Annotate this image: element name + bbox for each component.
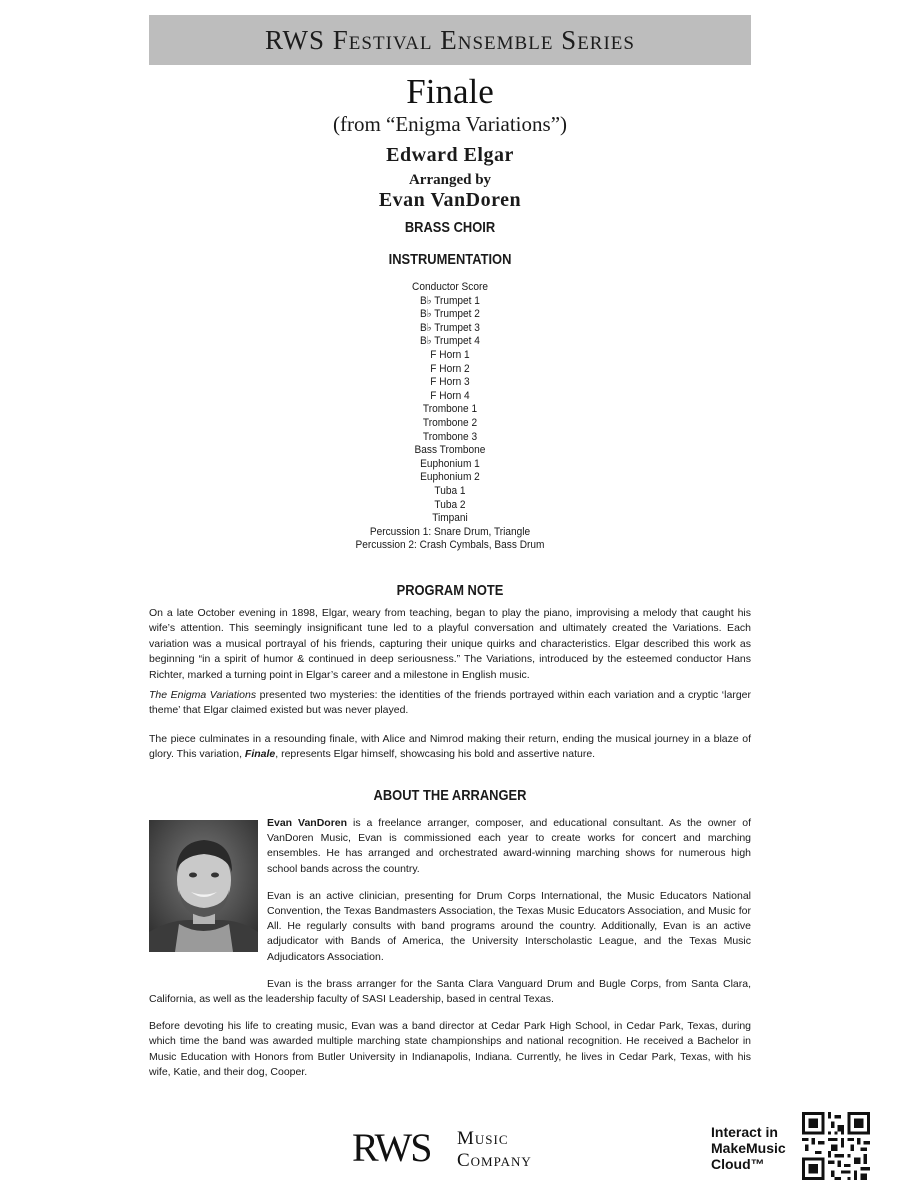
instrument-item: Timpani bbox=[432, 512, 468, 525]
finale-title: Finale bbox=[244, 748, 276, 761]
bio-paragraph: Before devoting his life to creating music, Evan was a band director at Cedar Park High School, in Cedar Park, Texas, during which time the band was awarded multiple marching state championships and national recognition. He received a Bachelor in Music Education with Honors from Butler University in Indianapolis, Indiana. Currently, he lives in Cedar Park, Texas, with his wife, Katie, and their dog, Cooper. bbox=[149, 1020, 751, 1078]
instrument-item: Tuba 2 bbox=[434, 498, 466, 511]
instrumentation-list bbox=[0, 281, 900, 553]
logo-text-company: Company bbox=[457, 1150, 532, 1171]
instrumentation-heading: INSTRUMENTATION bbox=[388, 251, 512, 268]
arranged-by-label: Arranged by bbox=[408, 172, 492, 188]
logo-letters: RWS bbox=[352, 1125, 431, 1170]
program-note-paragraph: On a late October evening in 1898, Elgar, weary from teaching, began to play the piano, improvising a melody that caught his wife’s attention. This seemingly insignificant tune led to a playful conversation and ultimately created the Variations. Each variation was a musical portrayal of his friends, capturing their unique quirks and characteristics. Elgar described this work as beginning “in a spirit of humor & continued in deep seriousness.” The Variations, introduced by the esteemed conductor Hans Richter, marked a turning point in Elgar’s career and a milestone in English music. bbox=[149, 607, 751, 681]
instrument-item: F Horn 1 bbox=[430, 348, 470, 361]
instrument-item: Trombone 3 bbox=[422, 430, 478, 443]
work-title: The Enigma Variations bbox=[149, 689, 257, 701]
ensemble-type: BRASS CHOIR bbox=[404, 219, 496, 236]
program-note-paragraph: The piece culminates in a resounding finale, with Alice and Nimrod making their return, ending the musical journey in a blaze of glory. This variation, Finale, represents Elgar himself, showcasing his bold and assertive nature. bbox=[149, 733, 751, 761]
bio-paragraph: Evan is an active clinician, presenting for Drum Corps International, the Music Educators National Convention, the Texas Bandmasters Association, the Texas Music Educators Association, and Music for All. He regularly consults with band programs around the country. Additionally, Evan is an active adjudicator with Bands of America, the University Interscholastic League, and the Texas Music Adjudicators Association. bbox=[267, 889, 751, 963]
instrument-item: B♭ Trumpet 3 bbox=[420, 321, 480, 334]
instrument-item: B♭ Trumpet 1 bbox=[420, 294, 480, 307]
program-note-paragraph: The Enigma Variations presented two mysteries: the identities of the friends portrayed within each variation and a cryptic ‘larger theme’ that Elgar claimed existed but was never played. bbox=[149, 689, 751, 717]
instrument-item: F Horn 3 bbox=[430, 376, 470, 389]
instrument-item: F Horn 4 bbox=[430, 389, 470, 402]
arranger-bio bbox=[149, 816, 751, 1092]
series-banner bbox=[149, 15, 751, 65]
instrument-item: Trombone 1 bbox=[422, 403, 478, 416]
instrument-item: Percussion 2: Crash Cymbals, Bass Drum bbox=[355, 539, 545, 552]
bio-paragraph: Evan is the brass arranger for the Santa Clara Vanguard Drum and Bugle Corps, from Santa Clara, California, as well as the leadership faculty of SASI Leadership, based in central Texas. bbox=[149, 977, 751, 1006]
about-arranger-heading: ABOUT THE ARRANGER bbox=[373, 787, 527, 804]
composer-name: Edward Elgar bbox=[386, 144, 514, 166]
instrument-item: Percussion 1: Snare Drum, Triangle bbox=[369, 525, 531, 538]
arranger-name: Evan VanDoren bbox=[378, 189, 522, 211]
rws-music-company-logo bbox=[352, 1114, 552, 1184]
qr-code-icon[interactable] bbox=[802, 1112, 870, 1180]
piece-title: Finale bbox=[406, 72, 494, 111]
logo-text-music: Music bbox=[457, 1128, 509, 1149]
series-title: RWS Festival Ensemble Series bbox=[265, 24, 635, 55]
bio-paragraph: Evan VanDoren is a freelance arranger, composer, and educational consultant. As the owner of VanDoren Music, Evan is commissioned each year to create works for concert and marching ensembles. He has arranged and orchestrated award-winning marching shows for numerous high school bands across the country. bbox=[267, 817, 751, 875]
program-note-heading: PROGRAM NOTE bbox=[396, 582, 504, 599]
instrument-item: Trombone 2 bbox=[422, 416, 478, 429]
instrument-item: B♭ Trumpet 4 bbox=[420, 335, 480, 348]
instrument-item: Tuba 1 bbox=[434, 484, 466, 497]
instrument-item: Conductor Score bbox=[412, 281, 488, 293]
instrument-item: Euphonium 1 bbox=[420, 457, 480, 470]
instrument-item: Euphonium 2 bbox=[420, 471, 480, 484]
makemusic-cloud-callout: Interact in MakeMusic Cloud™ bbox=[711, 1124, 786, 1172]
instrument-item: F Horn 2 bbox=[430, 362, 470, 375]
bio-name: Evan VanDoren bbox=[267, 817, 348, 829]
piece-subtitle: (from “Enigma Variations”) bbox=[332, 112, 568, 136]
instrument-item: Bass Trombone bbox=[414, 444, 486, 457]
instrument-item: B♭ Trumpet 2 bbox=[420, 308, 480, 321]
